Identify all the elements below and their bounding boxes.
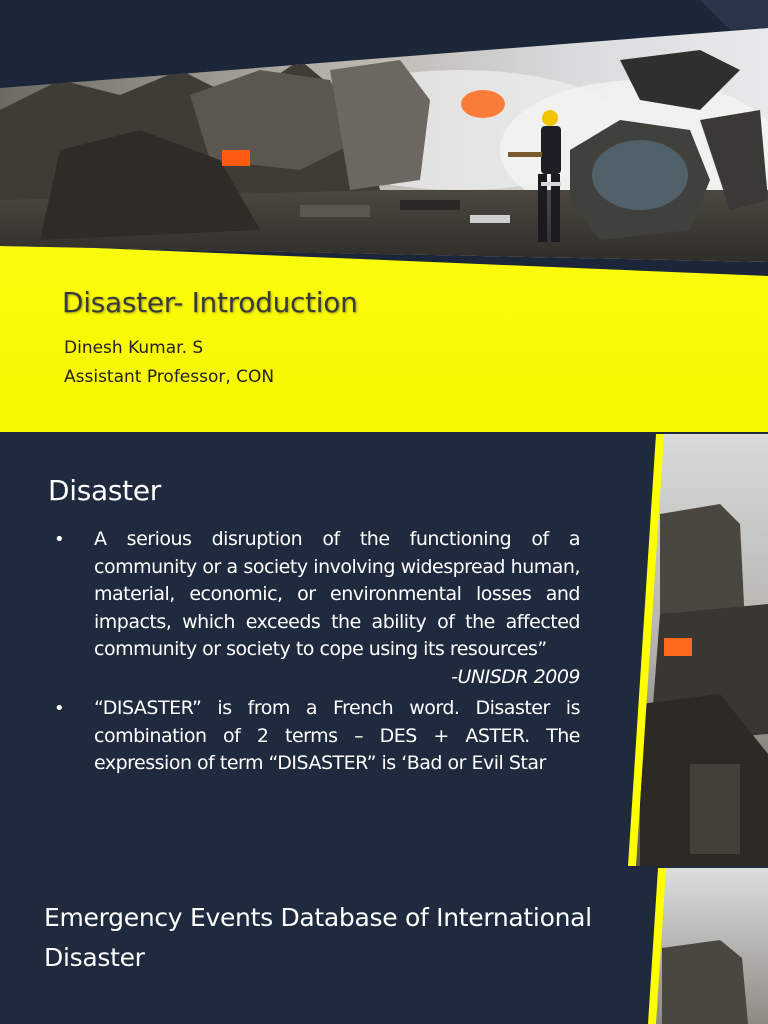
etymology-text: “DISASTER” is from a French word. Disaster is combination of 2 terms – DES + ASTER. The expression of term “DISASTER” is ‘Bad or Evil Star [94, 697, 580, 774]
bullet-text [94, 526, 580, 691]
disaster-definition-slide [0, 434, 768, 866]
bullet-item [54, 695, 580, 778]
bullet-item [54, 526, 580, 691]
bullet-icon: • [54, 529, 65, 550]
emdat-slide [0, 868, 768, 1024]
bullet-icon: • [54, 698, 65, 719]
author-name: Dinesh Kumar. S [64, 338, 204, 358]
title-slide [0, 0, 768, 432]
citation: -UNISDR 2009 [451, 665, 580, 688]
bullet-text [94, 695, 580, 778]
slide-title: Emergency Events Database of International Disaster [44, 903, 592, 972]
author-role: Assistant Professor, CON [64, 367, 275, 387]
definition-text: A serious disruption of the functioning of a community or a society involving widespread human, material, economic, or environmental losses and impacts, which exceeds the ability of the affected community or society to cope using its resources” [94, 528, 580, 660]
presentation-title: Disaster- Introduction [62, 286, 358, 319]
definition-bullet-list [54, 526, 580, 782]
slide-title: Disaster [48, 474, 161, 507]
